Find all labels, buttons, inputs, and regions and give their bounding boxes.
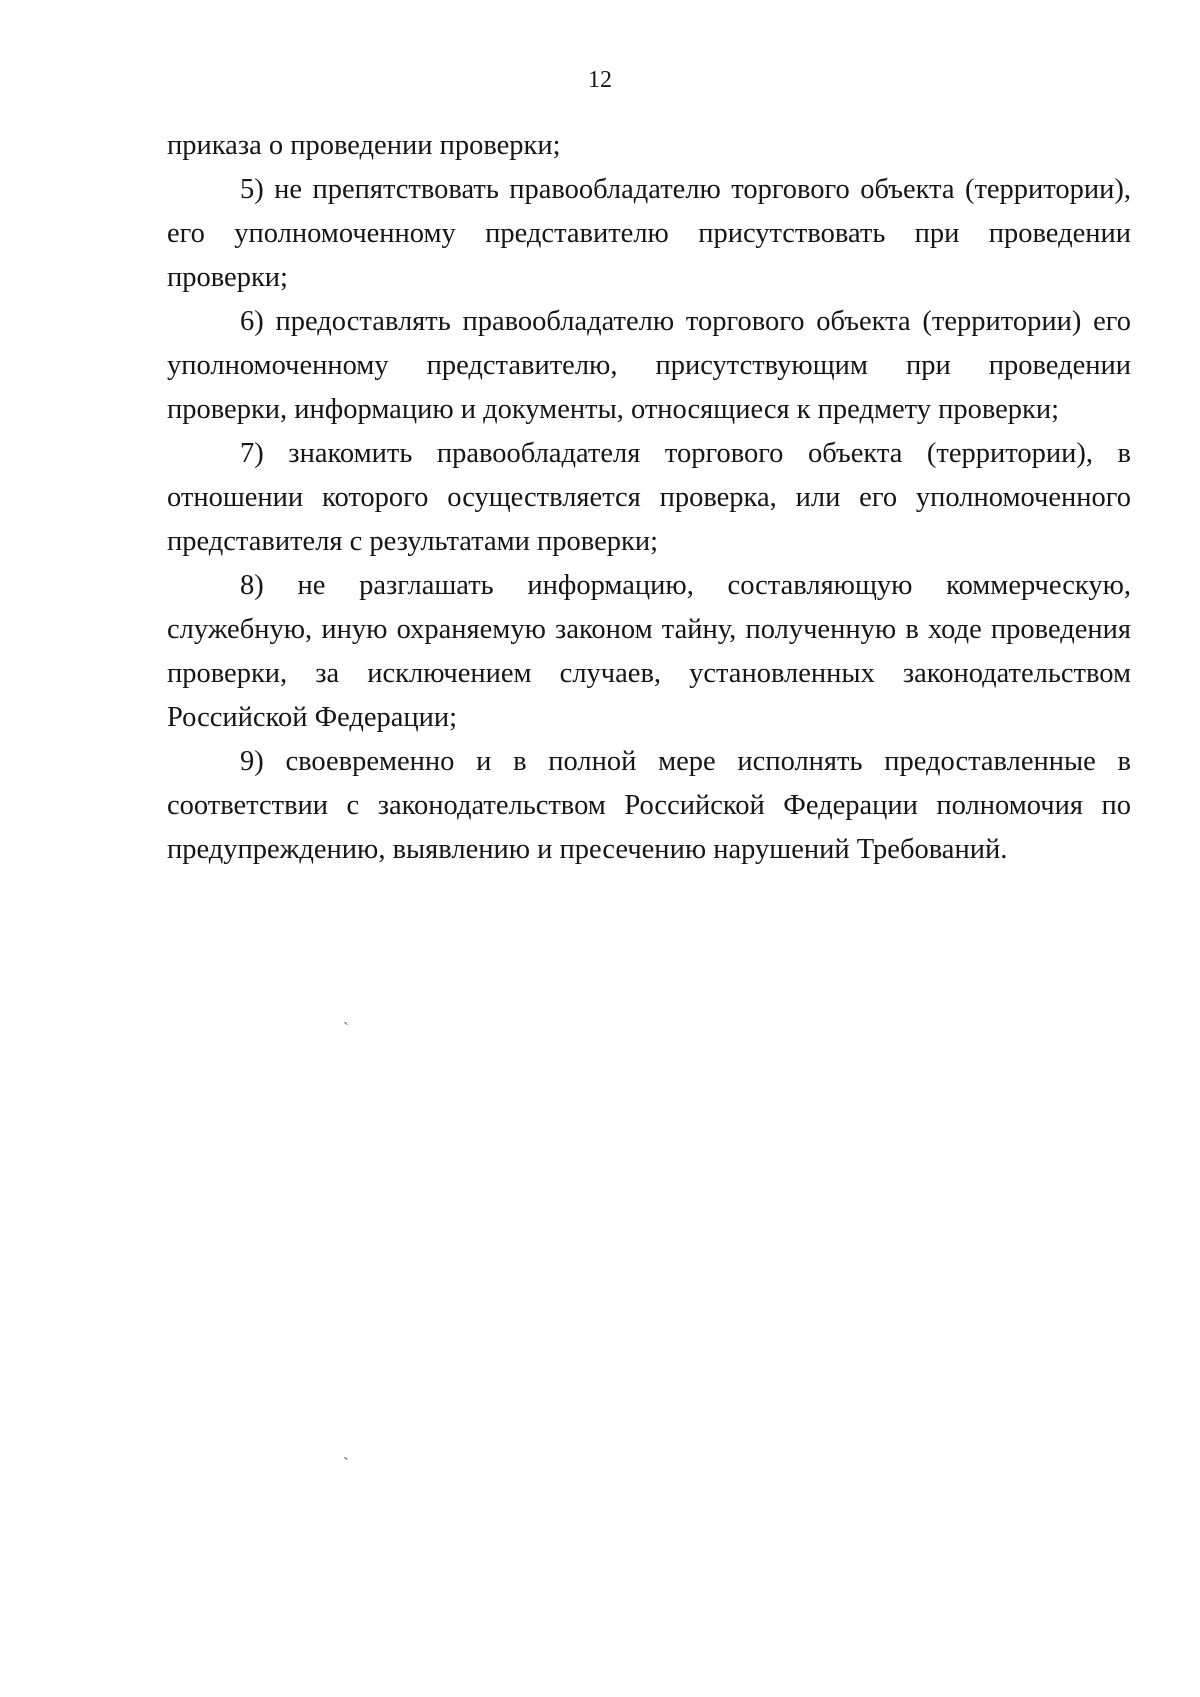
paragraph-item-5: 5) не препятствовать правообладателю торгового объекта (территории), его уполномоченному представителю присутствовать при проведении проверки; <box>167 174 1131 293</box>
page-number: 12 <box>588 67 612 93</box>
paragraph-item-8: 8) не разглашать информацию, составляющую коммерческую, служебную, иную охраняемую законом тайну, полученную в ходе проведения проверки, за исключением случаев, установленных законодательством Российской Федерации; <box>167 570 1131 733</box>
paragraph-item-9: 9) своевременно и в полной мере исполнять предоставленные в соответствии с законодательством Российской Федерации полномочия по предупреждению, выявлению и пресечению нарушений Требований. <box>167 746 1131 865</box>
paragraph-item-6: 6) предоставлять правообладателю торгового объекта (территории) его уполномоченному представителю, присутствующим при проведении проверки, информацию и документы, относящиеся к предмету проверки; <box>167 306 1131 425</box>
scan-mark: ` <box>343 1019 349 1039</box>
paragraph-continuation: приказа о проведении проверки; <box>167 130 561 161</box>
document-body <box>167 124 1131 872</box>
paragraph-item-7: 7) знакомить правообладателя торгового объекта (территории), в отношении которого осуществляется проверка, или его уполномоченного представителя с результатами проверки; <box>167 438 1131 557</box>
scan-mark: ` <box>343 1454 349 1474</box>
